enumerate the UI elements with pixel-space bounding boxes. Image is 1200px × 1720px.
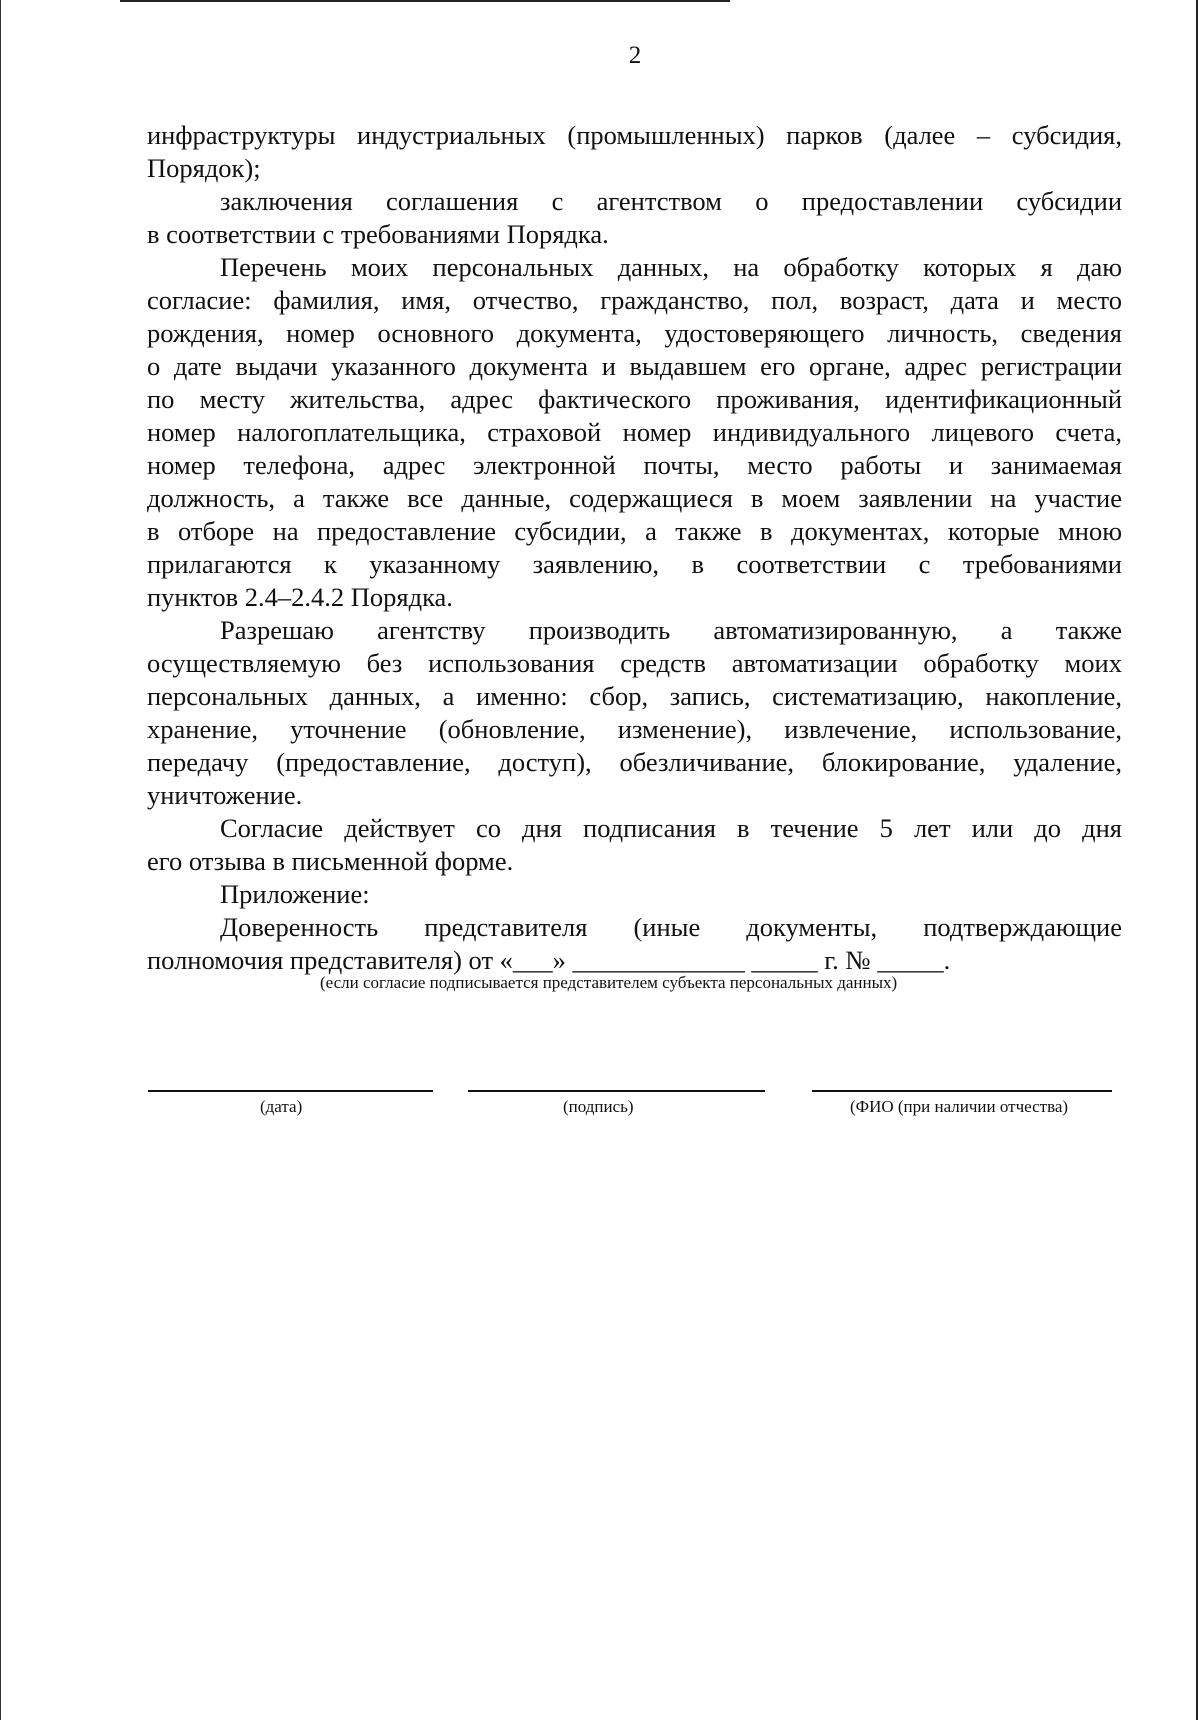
text-line: Разрешаю агентству производить автоматизированную, а также [220, 615, 1122, 645]
representative-note: (если согласие подписывается представителем субъекта персональных данных) [320, 973, 898, 992]
text-line: Перечень моих персональных данных, на обработку которых я даю [220, 252, 1122, 282]
text-line: его отзыва в письменной форме. [147, 846, 514, 876]
scan-edge-left [0, 0, 1, 1720]
date-line [148, 1090, 433, 1092]
text-line: хранение, уточнение (обновление, изменение), извлечение, использование, [147, 714, 1122, 744]
text-line: осуществляемую без использования средств автоматизации обработку моих [147, 648, 1122, 678]
signature-label: (подпись) [563, 1097, 634, 1116]
text-line: персональных данных, а именно: сбор, запись, систематизацию, накопление, [147, 681, 1122, 711]
text-line: Доверенность представителя (иные документы, подтверждающие [220, 912, 1122, 942]
date-label: (дата) [260, 1097, 303, 1116]
text-line: в соответствии с требованиями Порядка. [147, 219, 609, 249]
text-line: Согласие действует со дня подписания в течение 5 лет или до дня [220, 813, 1122, 843]
page-number: 2 [628, 42, 642, 69]
name-line [812, 1090, 1112, 1092]
text-line: номер телефона, адрес электронной почты, место работы и занимаемая [147, 450, 1122, 480]
text-line: в отборе на предоставление субсидии, а также в документах, которые мною [147, 516, 1122, 546]
text-line: пунктов 2.4–2.4.2 Порядка. [147, 582, 453, 612]
name-label: (ФИО (при наличии отчества) [850, 1097, 1069, 1116]
text-line: Порядок); [147, 153, 261, 183]
text-line: о дате выдачи указанного документа и выдавшем его органе, адрес регистрации [147, 351, 1122, 381]
text-line: полномочия представителя) от «___» _____________ _____ г. № _____. [147, 945, 951, 975]
text-line: согласие: фамилия, имя, отчество, гражданство, пол, возраст, дата и место [147, 285, 1122, 315]
body-text [147, 119, 1122, 977]
scan-edge-top [120, 0, 730, 2]
text-line: прилагаются к указанному заявлению, в соответствии с требованиями [147, 549, 1122, 579]
scan-edge-right [1196, 0, 1198, 1720]
text-line: уничтожение. [147, 780, 303, 810]
text-line: передачу (предоставление, доступ), обезличивание, блокирование, удаление, [147, 747, 1122, 777]
text-line: рождения, номер основного документа, удостоверяющего личность, сведения [147, 318, 1122, 348]
text-line: номер налогоплательщика, страховой номер индивидуального лицевого счета, [147, 417, 1122, 447]
text-line: инфраструктуры индустриальных (промышленных) парков (далее – субсидия, [147, 120, 1122, 150]
signature-line [468, 1090, 765, 1092]
text-line: Приложение: [220, 879, 370, 909]
text-line: по месту жительства, адрес фактического проживания, идентификационный [147, 384, 1122, 414]
text-line: должность, а также все данные, содержащиеся в моем заявлении на участие [147, 483, 1122, 513]
text-line: заключения соглашения с агентством о предоставлении субсидии [220, 186, 1122, 216]
